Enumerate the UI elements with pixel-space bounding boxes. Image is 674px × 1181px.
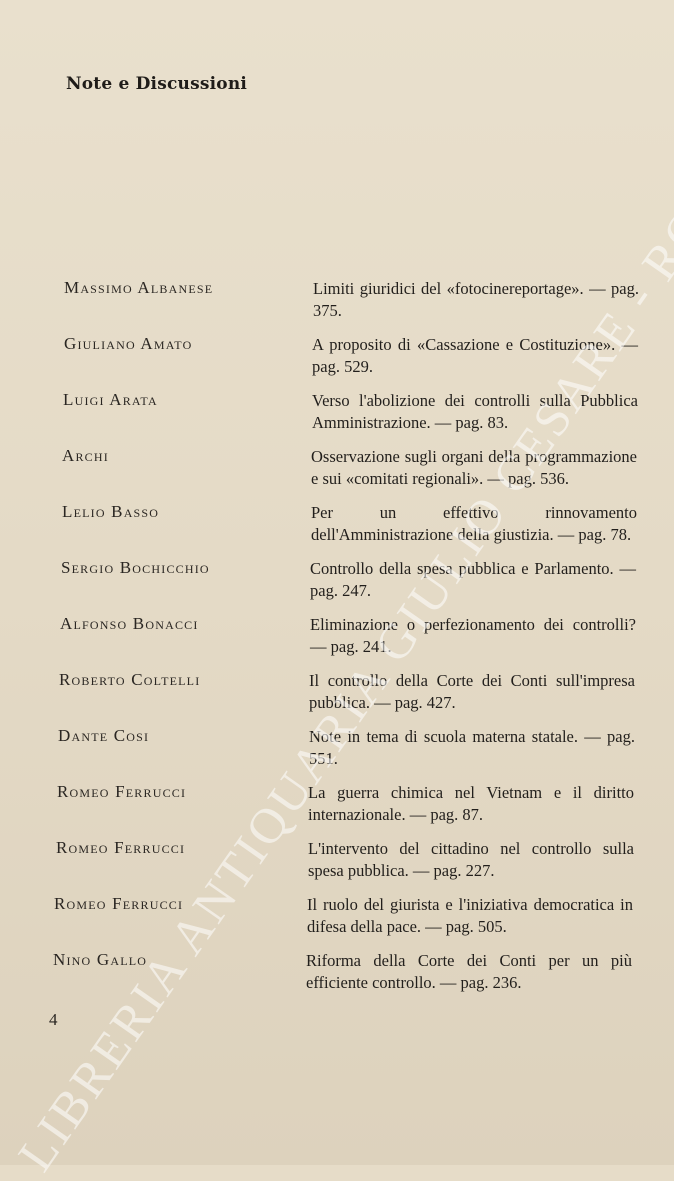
entry-title: L'intervento del cittadino nel controllo sulla spesa pubblica. — pag. 227. — [308, 839, 634, 880]
table-row — [0, 446, 674, 502]
entry-author: Romeo Ferrucci — [54, 894, 184, 913]
entry-author: Giuliano Amato — [64, 334, 193, 353]
entry-author: Alfonso Bonacci — [60, 614, 199, 633]
table-row — [0, 838, 674, 894]
entry-title: Osservazione sugli organi della programmazione e sui «comitati regionali». — pag. 536. — [311, 447, 637, 488]
entry-title: Il ruolo del giurista e l'iniziativa democratica in difesa della pace. — pag. 505. — [307, 895, 633, 936]
entry-title: Limiti giuridici del «fotocinereportage». — pag. 375. — [313, 279, 639, 320]
table-row — [0, 334, 674, 390]
entry-title: Per un effettivo rinnovamento dell'Amministrazione della giustizia. — pag. 78. — [311, 503, 637, 544]
entry-author: Luigi Arata — [63, 390, 158, 409]
table-row — [0, 558, 674, 614]
entry-title: La guerra chimica nel Vietnam e il diritto internazionale. — pag. 87. — [308, 783, 634, 824]
table-row — [0, 278, 674, 334]
entry-author: Dante Cosi — [58, 726, 150, 745]
entry-title: A proposito di «Cassazione e Costituzione». — pag. 529. — [312, 335, 638, 376]
table-row — [0, 390, 674, 446]
entry-title: Verso l'abolizione dei controlli sulla Pubblica Amministrazione. — pag. 83. — [312, 391, 638, 432]
entry-title: Il controllo della Corte dei Conti sull'impresa pubblica. — pag. 427. — [309, 671, 635, 712]
entry-author: Lelio Basso — [62, 502, 160, 521]
entry-author: Nino Gallo — [53, 950, 148, 969]
entry-author: Massimo Albanese — [64, 278, 214, 297]
table-row — [0, 894, 674, 950]
table-row — [0, 670, 674, 726]
page-number: 4 — [49, 1010, 58, 1029]
table-row — [0, 502, 674, 558]
entry-author: Romeo Ferrucci — [56, 838, 186, 857]
entry-author: Romeo Ferrucci — [57, 782, 187, 801]
entry-title: Note in tema di scuola materna statale. — pag. 551. — [309, 727, 635, 768]
entry-author: Sergio Bochicchio — [61, 558, 210, 577]
table-row — [0, 782, 674, 838]
entry-title: Eliminazione o perfezionamento dei controlli? — pag. 241. — [310, 615, 636, 656]
section-title: Note e Discussioni — [66, 74, 248, 94]
table-row — [0, 614, 674, 670]
table-row — [0, 726, 674, 782]
entry-title: Controllo della spesa pubblica e Parlamento. — pag. 247. — [310, 559, 636, 600]
entry-author: Roberto Coltelli — [59, 670, 201, 689]
entry-title: Riforma della Corte dei Conti per un più efficiente controllo. — pag. 236. — [306, 951, 632, 992]
entry-author: Archi — [62, 446, 109, 465]
table-row — [0, 950, 674, 1006]
